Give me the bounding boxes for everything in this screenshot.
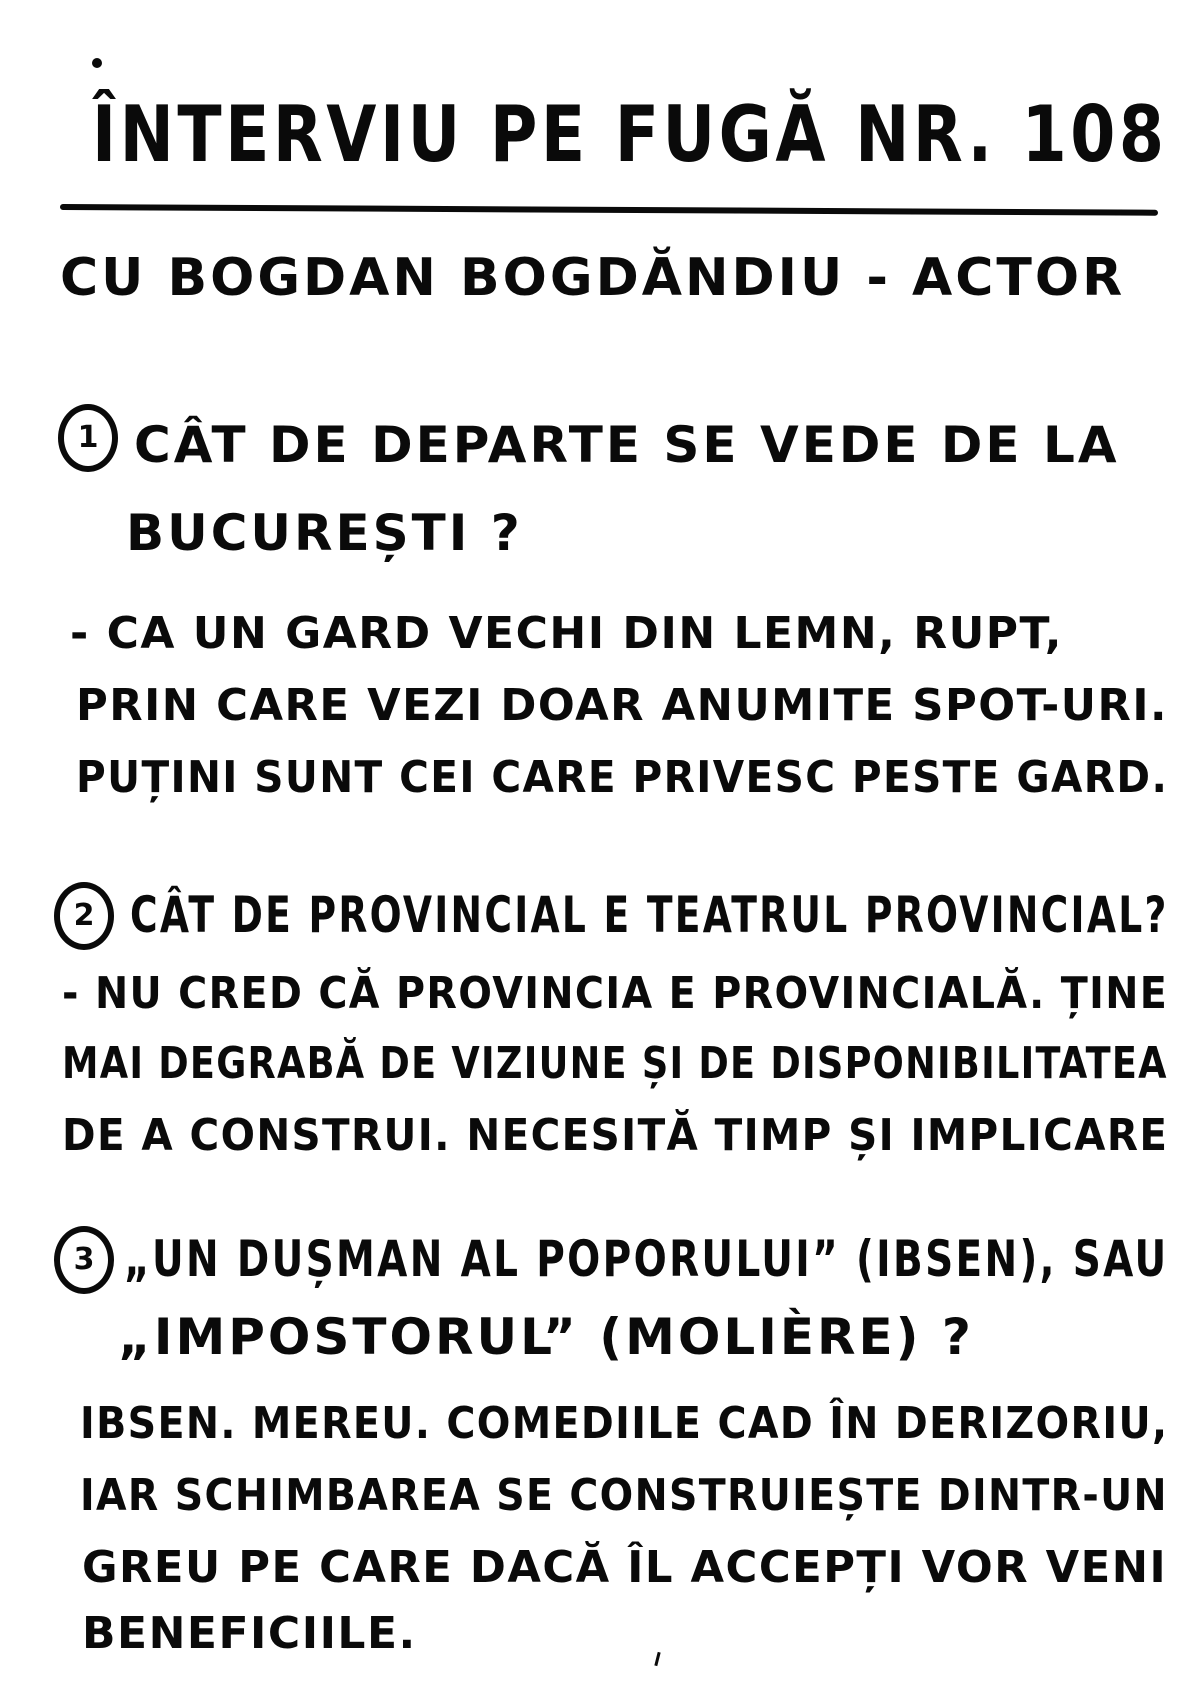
page-subtitle: CU BOGDAN BOGDĂNDIU - ACTOR [60,248,1126,308]
question-2-line-1: CÂT DE PROVINCIAL E TEATRUL PROVINCIAL? [130,886,1169,944]
answer-3-line-4: BENEFICIILE. [82,1608,417,1659]
question-3-line-1: „UN DUȘMAN AL POPORULUI” (IBSEN), SAU [124,1230,1169,1288]
answer-2-line-2: MAI DEGRABĂ DE VIZIUNE ȘI DE DISPONIBILITATEA [62,1038,1168,1089]
question-number-2: 2 [54,882,114,950]
answer-3-line-1: IBSEN. MEREU. COMEDIILE CAD ÎN DERIZORIU, [80,1398,1169,1449]
ink-mark [654,1652,660,1666]
question-number-1: 1 [58,404,118,472]
answer-2-line-1: - NU CRED CĂ PROVINCIA E PROVINCIALĂ. ȚINE [62,968,1169,1019]
ink-dot [92,58,102,68]
question-1-line-2: BUCUREȘTI ? [126,504,523,562]
question-1-line-1: CÂT DE DEPARTE SE VEDE DE LA [134,416,1120,474]
question-3-line-2: „IMPOSTORUL” (MOLIÈRE) ? [118,1308,974,1366]
page-title: ÎNTERVIU PE FUGĂ NR. 108 [92,89,1168,180]
answer-2-line-3: DE A CONSTRUI. NECESITĂ TIMP ȘI IMPLICARE [62,1110,1169,1161]
answer-3-line-3: GREU PE CARE DACĂ ÎL ACCEPȚI VOR VENI [82,1542,1168,1593]
answer-1-line-1: - CA UN GARD VECHI DIN LEMN, RUPT, [70,608,1064,659]
answer-3-line-2: IAR SCHIMBAREA SE CONSTRUIEȘTE DINTR-UN [80,1470,1168,1521]
title-underline [60,204,1158,216]
answer-1-line-2: PRIN CARE VEZI DOAR ANUMITE SPOT-URI. [76,680,1168,731]
answer-1-line-3: PUȚINI SUNT CEI CARE PRIVESC PESTE GARD. [76,752,1169,803]
question-number-3: 3 [54,1226,114,1294]
